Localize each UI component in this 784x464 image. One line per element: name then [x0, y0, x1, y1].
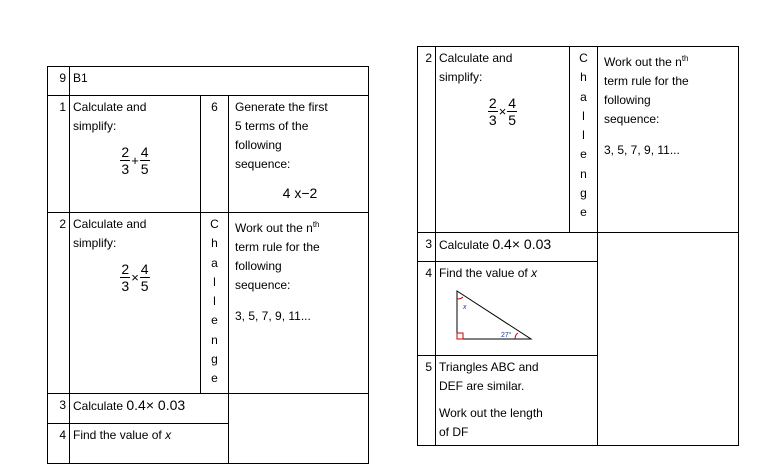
- question-1-line2: simplify:: [73, 119, 117, 133]
- question-4-number: 4: [48, 424, 70, 464]
- question-2-line2: simplify:: [439, 70, 483, 84]
- question-6-line1: Generate the first: [235, 100, 328, 114]
- challenge-line3: following: [235, 259, 282, 273]
- question-2-expression: [73, 261, 197, 294]
- question-3-number: 3: [418, 233, 436, 262]
- question-2-number: 2: [418, 47, 436, 233]
- question-6-line4: sequence:: [235, 157, 291, 171]
- operator: +: [131, 153, 139, 168]
- side-label-x: x: [463, 304, 467, 311]
- right-worksheet-table: [417, 46, 739, 446]
- question-2: [70, 213, 201, 394]
- empty-cell: [229, 394, 369, 464]
- question-4: [436, 262, 598, 356]
- challenge-line1: Work out the $n^{th}$: [235, 220, 320, 235]
- question-6-expression: 4 x−2: [282, 185, 318, 201]
- fraction-a: $\frac{2}{3}$: [121, 144, 130, 177]
- challenge-line1: Work out the $n^{th}$: [604, 54, 689, 69]
- question-3-text: Calculate: [439, 238, 490, 252]
- question-5-number: 5: [418, 356, 436, 446]
- question-3: [436, 233, 598, 262]
- question-3-expression: 0.4× 0.03: [492, 236, 552, 252]
- question-1-expression: [73, 144, 197, 177]
- operator: ×: [498, 104, 507, 119]
- question-1: [70, 96, 201, 213]
- question-2-number: 2: [48, 213, 70, 394]
- challenge-line4: sequence:: [235, 278, 291, 292]
- left-worksheet-table: [47, 66, 369, 464]
- question-2-line2: simplify:: [73, 236, 117, 250]
- fraction-b: $\frac{4}{5}$: [140, 261, 149, 294]
- question-2-expression: [439, 95, 566, 128]
- question-6-line3: following: [235, 138, 282, 152]
- question-2-line1: Calculate and: [73, 217, 147, 231]
- question-3: [70, 394, 229, 424]
- question-5-line4: of DF: [439, 425, 469, 439]
- fraction-b: $\frac{4}{5}$: [140, 144, 149, 177]
- challenge-sequence: 3, 5, 7, 9, 11...: [604, 143, 680, 157]
- challenge-line2: term rule for the: [235, 240, 320, 254]
- question-3-expression: 0.4× 0.03: [126, 397, 186, 413]
- question-5-line2: DEF are similar.: [439, 379, 525, 393]
- fraction-b: $\frac{4}{5}$: [508, 95, 517, 128]
- challenge-question: [598, 47, 739, 233]
- question-4: [70, 424, 229, 464]
- header-code: B1: [70, 67, 369, 96]
- question-4-text: Find the value of: [439, 266, 528, 280]
- challenge-label: C h a l l e n g e: [201, 213, 229, 394]
- question-6-line2: 5 terms of the: [235, 119, 309, 133]
- question-4-variable: x: [531, 266, 538, 280]
- question-4-variable: x: [165, 428, 172, 442]
- question-5: [436, 356, 598, 446]
- empty-cell: [598, 233, 739, 446]
- question-1-number: 1: [48, 96, 70, 213]
- challenge-line2: term rule for the: [604, 74, 689, 88]
- question-4-number: 4: [418, 262, 436, 356]
- question-5-line3: Work out the length: [439, 406, 543, 420]
- fraction-a: $\frac{2}{3}$: [121, 261, 130, 294]
- challenge-sequence: 3, 5, 7, 9, 11...: [235, 309, 311, 323]
- challenge-line3: following: [604, 93, 651, 107]
- right-triangle-diagram: [451, 285, 541, 345]
- challenge-line4: sequence:: [604, 112, 660, 126]
- question-3-text: Calculate: [73, 399, 124, 413]
- question-1-line1: Calculate and: [73, 100, 147, 114]
- question-5-line1: Triangles ABC and: [439, 360, 539, 374]
- challenge-question: [229, 213, 369, 394]
- question-6-number: 6: [201, 96, 229, 213]
- question-3-number: 3: [48, 394, 70, 424]
- question-6: [229, 96, 369, 213]
- header-number: 9: [48, 67, 70, 96]
- question-2-line1: Calculate and: [439, 51, 513, 65]
- fraction-a: $\frac{2}{3}$: [488, 95, 497, 128]
- angle-label: 27°: [501, 332, 512, 339]
- question-4-text: Find the value of: [73, 428, 162, 442]
- question-2: [436, 47, 570, 233]
- challenge-label: C h a l l e n g e: [570, 47, 598, 233]
- operator: ×: [131, 270, 139, 285]
